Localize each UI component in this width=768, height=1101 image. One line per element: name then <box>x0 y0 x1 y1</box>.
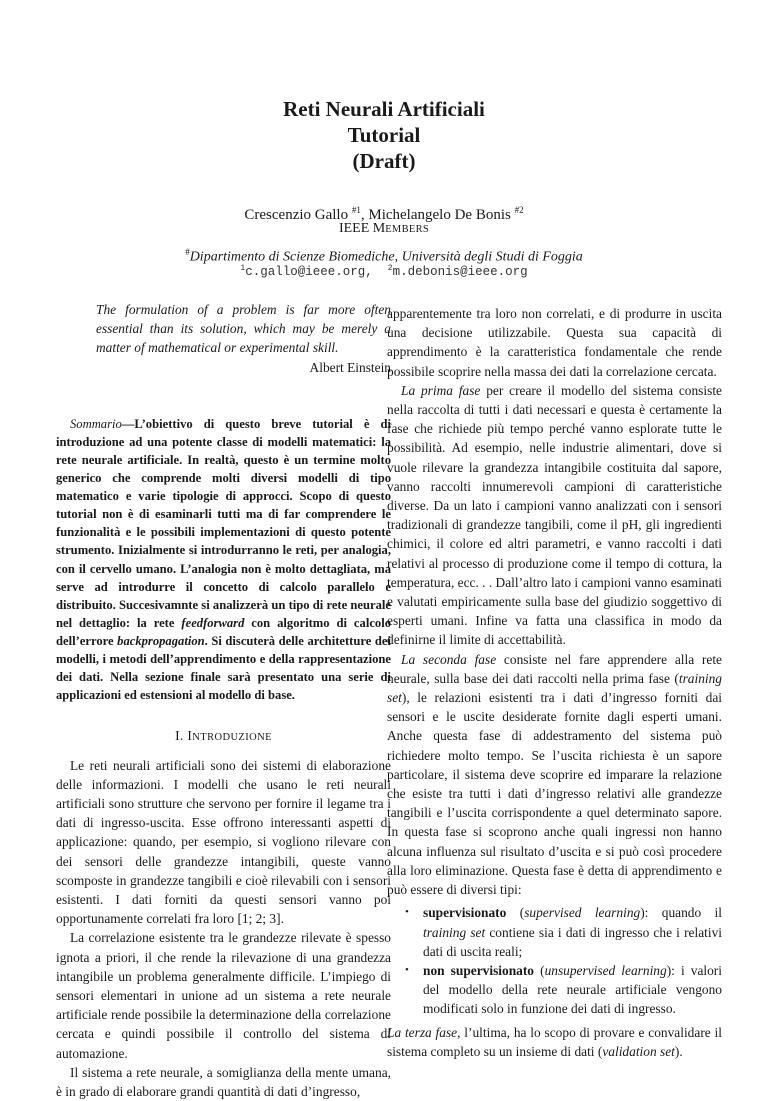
list-item: • supervisionato (supervised learning): quando il training set contiene sia i dati di ingresso che i relativi dati di uscita reali; <box>423 903 722 961</box>
right-column <box>387 304 722 1061</box>
paragraph: Il sistema a rete neurale, a somiglianza della mente umana, è in grado di elaborare grandi quantità di dati d’ingresso, <box>56 1064 391 1099</box>
section-heading: I. INTRODUZIONE <box>175 728 272 744</box>
affiliation: #Dipartimento di Scienze Biomediche, Università degli Studi di Foggia <box>185 247 583 265</box>
title-line-2: Tutorial <box>347 123 421 147</box>
paper-title <box>0 96 768 174</box>
abstract: Sommario—L’obiettivo di questo breve tutorial è di introduzione ad una potente classe di modelli matematici: la rete neurale artificiale. In realtà, questo è un termine molto generico che comprende molti diversi modelli di tipo matematico e varie tipologie di approcci. Scopo di questo tutorial non è di esaminarli tutti ma di far comprendere le funzionalità e le possibili implementazioni di questo potente strumento. Inizialmente si introdurranno le reti, per analogia, con il cervello umano. L’analogia non è molto dettagliata, ma serve ad introdurre il concetto di calcolo parallelo e distribuito. Succesivamnte si analizzerà un tipo di rete neurale nel dettaglio: la rete feedforward con algoritmo di calcolo dell’errore backpropagation. Si discuterà delle architetture dei modelli, i metodi dell’apprendimento e della rappresentazione dei dati. Nella sezione finale sarà presentato una serie di applicazioni ed estensioni al modello di base. <box>56 416 391 703</box>
author-name: Michelangelo De Bonis <box>368 207 511 223</box>
author-name: Crescenzio Gallo <box>244 207 349 223</box>
epigraph-author: Albert Einstein <box>309 359 391 375</box>
paragraph: Le reti neurali artificiali sono dei sistemi di elaborazione delle informazioni. I modelli che usano le reti neurali artificiali sono strutture che servono per fornire il legame tra i dati di ingresso-uscita. Esse offrono interessanti aspetti di applicazione: quando, per esempio, si vogliono rilevare con dei sensori delle grandezze intangibili, queste vanno scomposte in grandezze tangibili e cioè rilevabili con i sensori esistenti. I dati forniti da questi sensori vanno poi opportunamente correlati fra loro [1; 2; 3]. <box>56 757 391 927</box>
abstract-label: Sommario <box>70 416 122 431</box>
title-line-3: (Draft) <box>352 149 416 173</box>
paragraph: La terza fase, l’ultima, ha lo scopo di provare e convalidare il sistema completo su un insieme di dati (validation set). <box>387 1024 722 1059</box>
learning-types-list <box>387 903 722 1018</box>
affiliation-mark: # <box>185 247 190 257</box>
paragraph: apparentemente tra loro non correlati, e di produrre in uscita una decisione utilizzabile. Questa sua capacità di apprendimento è la caratteristica fondamentale che rende possibile scoprire nella massa dei dati la correlazione cercata. <box>387 306 722 379</box>
email-link[interactable]: m.debonis@ieee.org <box>392 265 528 280</box>
author-mark: #2 <box>514 205 524 215</box>
epigraph-text: The formulation of a problem is far more often essential than its solution, which may be merely a matter of mathematical or experimental skill. <box>96 302 391 356</box>
email-link[interactable]: c.gallo@ieee.org, <box>245 265 373 280</box>
title-line-1: Reti Neurali Artificiali <box>283 97 485 121</box>
epigraph <box>56 300 391 377</box>
paragraph: La seconda fase consiste nel fare apprendere alla rete neurale, sulla base dei dati raccolti nella prima fase (training set), le relazioni esistenti tra i dati d’ingresso forniti dai sensori e le uscite desiderate fornite dagli esperti umani. Anche questa fase di addestramento del sistema può richiedere molto tempo. Se l’uscita richiesta è un sapore particolare, il sistema deve scoprire ed imparare la relazione che esiste tra tutti i dati d’ingresso relativi alle grandezze tangibili e l’uscita corrispondente a quel determinato sapore. In questa fase si scoprono anche quali ingressi non hanno alcuna influenza sul risultato d’uscita e si può così procedere alla loro eliminazione. Questa fase è detta di apprendimento e può essere di diversi tipi: <box>387 651 722 898</box>
list-item: • non supervisionato (unsupervised learning): i valori del modello della rete neurale artificiale vengono modificati solo in funzione dei dati di ingresso. <box>423 961 722 1019</box>
left-column <box>56 300 391 1101</box>
email-line: $^1$c.gallo@ieee.org, $^2$m.debonis@ieee.org <box>240 264 528 280</box>
paragraph: La prima fase per creare il modello del sistema consiste nella raccolta di tutti i dati necessari e questa è certamente la fase che richiede più tempo perché vanno esplorate tutte le possibilità. Ad esempio, nelle industrie alimentari, dove si vuole rilevare la grandezza intangibile costituita dal sapore, vanno raccolti innumerevoli campioni di caratteristiche diverse. Da un lato i campioni vanno analizzati con i sensori tradizionali di grandezze tangibili, come il pH, gli ingredienti chimici, il colore ed altri parametri, e vanno raccolti i dati relativi al processo di produzione come il tempo di cottura, la temperatura, ecc. . . Dall’altro lato i campioni vanno esaminati e valutati empiricamente sulla base del giudizio soggettivo di esperti umani. Infine va fatta una classifica in modo da definirne il limite di accettabilità. <box>387 382 723 648</box>
author-list: Crescenzio Gallo $^{\#1}$, Michelangelo De Bonis $^{\#2}$ <box>244 205 524 223</box>
paragraph: La correlazione esistente tra le grandezze rilevate è spesso ignota a priori, il che rende la rilevazione di una grandezza intangibile un problema generalmente difficile. L’impiego di sensori elementari in unione ad un sistema a rete neurale artificiale rende possibile la determinazione della correlazione cercata e quindi possibile il controllo del sistema di automazione. <box>56 930 391 1061</box>
author-mark: #1 <box>351 205 361 215</box>
membership-line: IEEE MEMBERS <box>338 221 430 236</box>
